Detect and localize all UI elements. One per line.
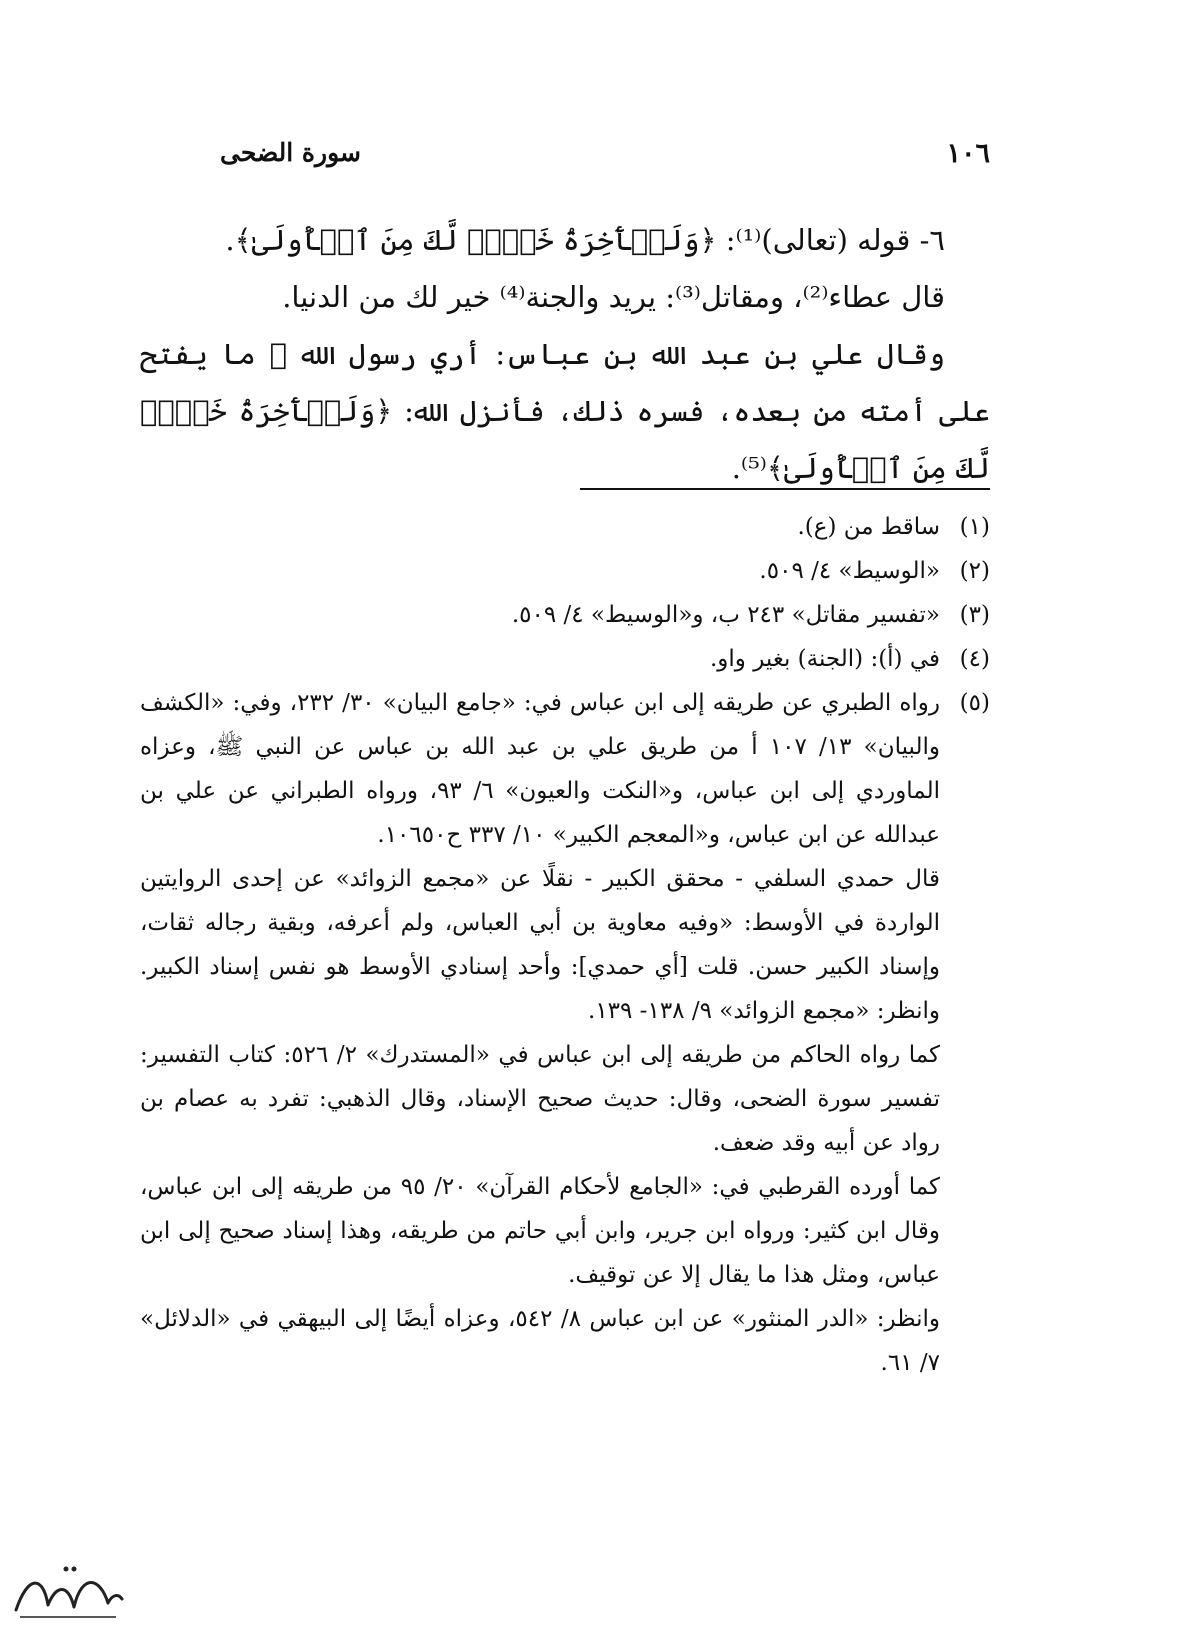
publisher-logo bbox=[8, 1555, 128, 1625]
footnote-number: (٥) bbox=[959, 690, 990, 716]
footnote-number: (٤) bbox=[959, 646, 990, 672]
footnote-2 bbox=[140, 549, 990, 593]
footnote-3 bbox=[140, 593, 990, 637]
footnote-text: في (أ): (الجنة) بغير واو. bbox=[710, 646, 940, 672]
page-number: ١٠٦ bbox=[946, 138, 990, 169]
footnote-text: رواه الطبري عن طريقه إلى ابن عباس في: «جامع البيان» ٣٠/ ٢٣٢، وفي: «الكشف والبيان» ١٣/ ١٠٧ أ من طريق علي بن عبد الله بن عباس عن النبي ﷺ، وعزاه الماوردي إلى ابن عباس، و«النكت والعيون» ٦/ ٩٣، ورواه الطبراني عن علي بن عبدالله عن ابن عباس، و«المعجم الكبير» ١٠/ ٣٣٧ ح١٠٦٥٠. bbox=[140, 690, 941, 848]
footnote-text: وانظر: «الدر المنثور» عن ابن عباس ٨/ ٥٤٢، وعزاه أيضًا إلى البيهقي في «الدلائل» ٧/ ٦١. bbox=[140, 1306, 941, 1376]
main-text bbox=[140, 212, 990, 497]
footnote-text: قال حمدي السلفي - محقق الكبير - نقلًا عن «مجمع الزوائد» عن إحدى الروايتين الواردة في الأوسط: «وفيه معاوية بن أبي العباس، ولم أعرفه، وبقية رجاله ثقات، وإسناد الكبير حسن. قلت [أي حمدي]: وأحد إسنادي الأوسط هو نفس إسناد الكبير. وانظر: «مجمع الزوائد» ٩/ ١٣٨- ١٣٩. bbox=[140, 866, 940, 1024]
footnote-number: (٢) bbox=[959, 558, 990, 584]
footnote-divider bbox=[580, 488, 990, 490]
footnote-text: كما أورده القرطبي في: «الجامع لأحكام القرآن» ٢٠/ ٩٥ من طريقه إلى ابن عباس، وقال ابن كثير: ورواه ابن جرير، وابن أبي حاتم من طريقه، وهذا إسناد صحيح إلى ابن عباس، ومثل هذا ما يقال إلا عن توقيف. bbox=[140, 1174, 940, 1288]
footnote-text: «تفسير مقاتل» ٢٤٣ ب، و«الوسيط» ٤/ ٥٠٩. bbox=[511, 602, 940, 628]
footnote-5 bbox=[140, 681, 990, 1385]
page-header bbox=[200, 138, 990, 178]
main-paragraph: قال عطاء⁽²⁾، ومقاتل⁽³⁾: يريد والجنة⁽⁴⁾ خير لك من الدنيا. bbox=[282, 280, 945, 314]
footnote-4 bbox=[140, 637, 990, 681]
footnote-number: (٣) bbox=[959, 602, 990, 628]
main-paragraph: ٦- قوله (تعالى)⁽¹⁾: ﴿وَلَلۡأٓخِرَةُ خَيۡرٞ لَّكَ مِنَ ٱلۡأُولَىٰ﴾. bbox=[225, 223, 945, 257]
footnotes bbox=[140, 505, 990, 1385]
footnote-text: كما رواه الحاكم من طريقه إلى ابن عباس في «المستدرك» ٢/ ٥٢٦: كتاب التفسير: تفسير سورة الضحى، وقال: حديث صحيح الإسناد، وقال الذهبي: تفرد به عصام بن رواد عن أبيه وقد ضعف. bbox=[140, 1042, 941, 1156]
footnote-number: (١) bbox=[959, 514, 990, 540]
main-paragraph: وقال علي بن عبد الله بن عباس: أري رسول الله ﷺ ما يفتح على أمته من بعده، فسره ذلك، فأنزل الله: ﴿وَلَلۡأٓخِرَةُ خَيۡرٞ لَّكَ مِنَ ٱلۡأُولَىٰ﴾⁽⁵⁾. bbox=[140, 337, 990, 485]
footnote-text: ساقط من (ع). bbox=[797, 514, 940, 540]
surah-title: سورة الضحى bbox=[220, 138, 361, 167]
footnote-1 bbox=[140, 505, 990, 549]
footnote-text: «الوسيط» ٤/ ٥٠٩. bbox=[759, 558, 940, 584]
